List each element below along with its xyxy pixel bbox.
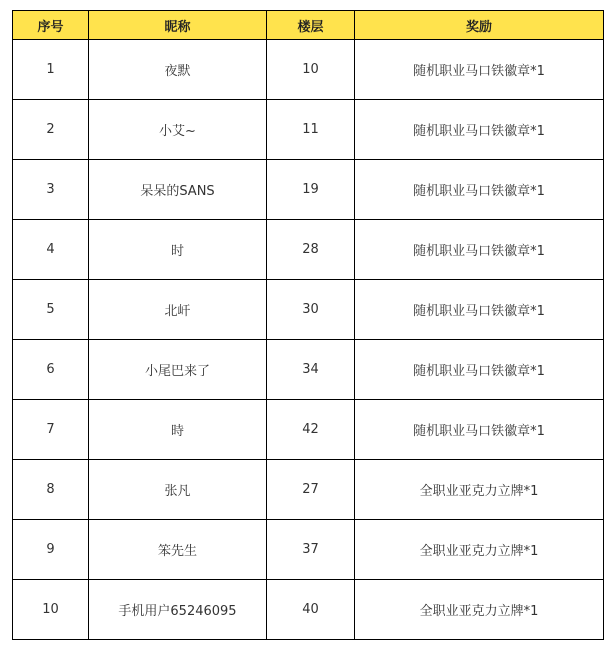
table-row [13,400,604,460]
cell-floor: 37 [267,520,355,580]
cell-serial-number: 6 [13,340,89,400]
table-row [13,160,604,220]
table-header-row [13,11,604,40]
cell-serial-number: 10 [13,580,89,640]
cell-reward: 随机职业马口铁徽章*1 [355,160,604,220]
cell-nickname: 手机用户65246095 [89,580,267,640]
table-row [13,40,604,100]
cell-floor: 19 [267,160,355,220]
cell-floor: 27 [267,460,355,520]
cell-reward: 随机职业马口铁徽章*1 [355,400,604,460]
cell-nickname: 笨先生 [89,520,267,580]
cell-serial-number: 7 [13,400,89,460]
cell-serial-number: 9 [13,520,89,580]
cell-serial-number: 3 [13,160,89,220]
cell-serial-number: 4 [13,220,89,280]
table-row [13,520,604,580]
table-row [13,460,604,520]
table-row [13,580,604,640]
cell-floor: 28 [267,220,355,280]
cell-reward: 随机职业马口铁徽章*1 [355,220,604,280]
cell-reward: 随机职业马口铁徽章*1 [355,100,604,160]
cell-floor: 34 [267,340,355,400]
header-floor: 楼层 [267,11,355,40]
header-reward: 奖励 [355,11,604,40]
cell-serial-number: 1 [13,40,89,100]
table-row [13,340,604,400]
cell-floor: 42 [267,400,355,460]
header-serial-number: 序号 [13,11,89,40]
cell-nickname: 北屽 [89,280,267,340]
cell-reward: 随机职业马口铁徽章*1 [355,40,604,100]
cell-nickname: 夜默 [89,40,267,100]
winners-table-container [12,10,604,640]
cell-nickname: 时 [89,220,267,280]
cell-nickname: 時 [89,400,267,460]
cell-reward: 全职业亚克力立牌*1 [355,460,604,520]
cell-serial-number: 2 [13,100,89,160]
cell-floor: 30 [267,280,355,340]
cell-floor: 10 [267,40,355,100]
cell-nickname: 呆呆的SANS [89,160,267,220]
cell-nickname: 小尾巴来了 [89,340,267,400]
cell-floor: 11 [267,100,355,160]
table-row [13,220,604,280]
cell-reward: 随机职业马口铁徽章*1 [355,280,604,340]
cell-reward: 随机职业马口铁徽章*1 [355,340,604,400]
cell-reward: 全职业亚克力立牌*1 [355,580,604,640]
table-row [13,280,604,340]
cell-serial-number: 8 [13,460,89,520]
cell-floor: 40 [267,580,355,640]
header-nickname: 昵称 [89,11,267,40]
cell-reward: 全职业亚克力立牌*1 [355,520,604,580]
cell-nickname: 小艾~ [89,100,267,160]
cell-nickname: 张凡 [89,460,267,520]
winners-table [12,10,604,640]
cell-serial-number: 5 [13,280,89,340]
table-row [13,100,604,160]
